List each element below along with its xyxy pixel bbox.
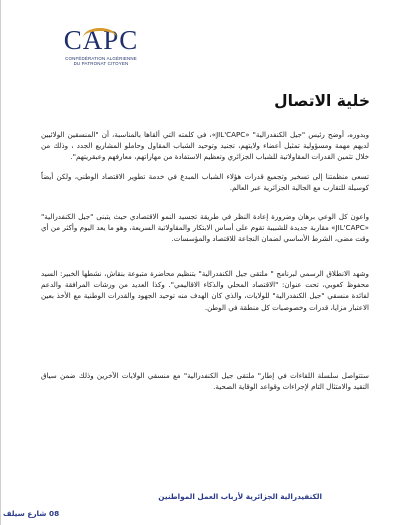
paragraph-3: واعون كل الوعي برهان وضرورة إعادة النظر في طريقة تجسيد النمو الاقتصادي حيث يتبنى "جيل الكنفدرالية" «JIL'CAPC» مقاربة جديدة للشبيبة تقوم على أساس الابتكار والمقاولاتية السريعة، وهو ما يعد اليوم وأكثر من أي وقت مضى، الشرط الأساسي لضمان النجاعة للاقتصاد والمؤسسات.	[41, 212, 369, 244]
footer-org-name: الكنفيدرالية الجزائرية لأرباب العمل المواطنين	[158, 492, 322, 501]
logo-mark	[55, 26, 147, 54]
capc-logo	[55, 26, 147, 78]
logo-subtitle	[55, 56, 147, 67]
page-title: خلية الاتصال	[274, 92, 370, 110]
paragraph-2: تسعى منظمتنا إلى تسخير وتجميع قدرات هؤلاء الشباب المبدع في خدمة تطوير الاقتصاد الوطني، ولكن أيضاً كوسيلة للتقارب مع الجالية الجزائرية عبر العالم.	[41, 172, 369, 193]
paragraph-4: وشهد الانطلاق الرسمي لبرنامج " ملتقى جيل الكنفدرالية" بتنظيم محاضرة متبوعة بنقاش، نشطها الخبير: السيد محفوظ كعوبي، تحت عنوان: "الاقتصاد المحلي والذكاء الاقاليمي". وكذا العديد من ورشات المرافقة والدعم لفائدة منسقي "جيل الكنفدرالية" للولايات، والذي كان الهدف منه توحيد الجهود والقدرات الوطنية مع الأخذ بعين الاعتبار مزايا، قدرات وخصوصيات كل منطقة في الوطن.	[41, 269, 369, 312]
paragraph-1: وبدوره، أوضح رئيس "جيل الكنفدرالية" «JIL'CAPC»، في كلمته التي ألقاها بالمناسبة، أن "المنسقين الولائيين لديهم مهمة ومسؤولية تمثيل أعضاء ولايتهم، تجنيد وتوحيد الشباب المقاول وحاملو المشاريع الجدد ، وذلك من خلال تثمين القدرات المقاولاتية للشباب الجزائري وتعظيم الاستفادة من مهاراتهم، معارفهم وعبقريتهم".	[41, 130, 369, 162]
logo-arc-icon	[83, 28, 117, 47]
logo-subtitle-line2: DU PATRONAT CITOYEN	[73, 61, 129, 67]
logo-mark-text: CAPC	[63, 25, 139, 55]
logo-subtitle-line1: CONFÉDÉRATION ALGÉRIENNE	[65, 56, 137, 61]
footer-address: 08 شارع سيلف	[3, 509, 60, 518]
paragraph-5: ستتواصل سلسلة اللقاءات في إطار" ملتقى جيل الكنفدرالية" مع منسقي الولايات الآخرين وذلك ضمن سياق التقيد والامتثال التام لإجراءات وقواعد الوقاية الصحية.	[41, 371, 369, 392]
